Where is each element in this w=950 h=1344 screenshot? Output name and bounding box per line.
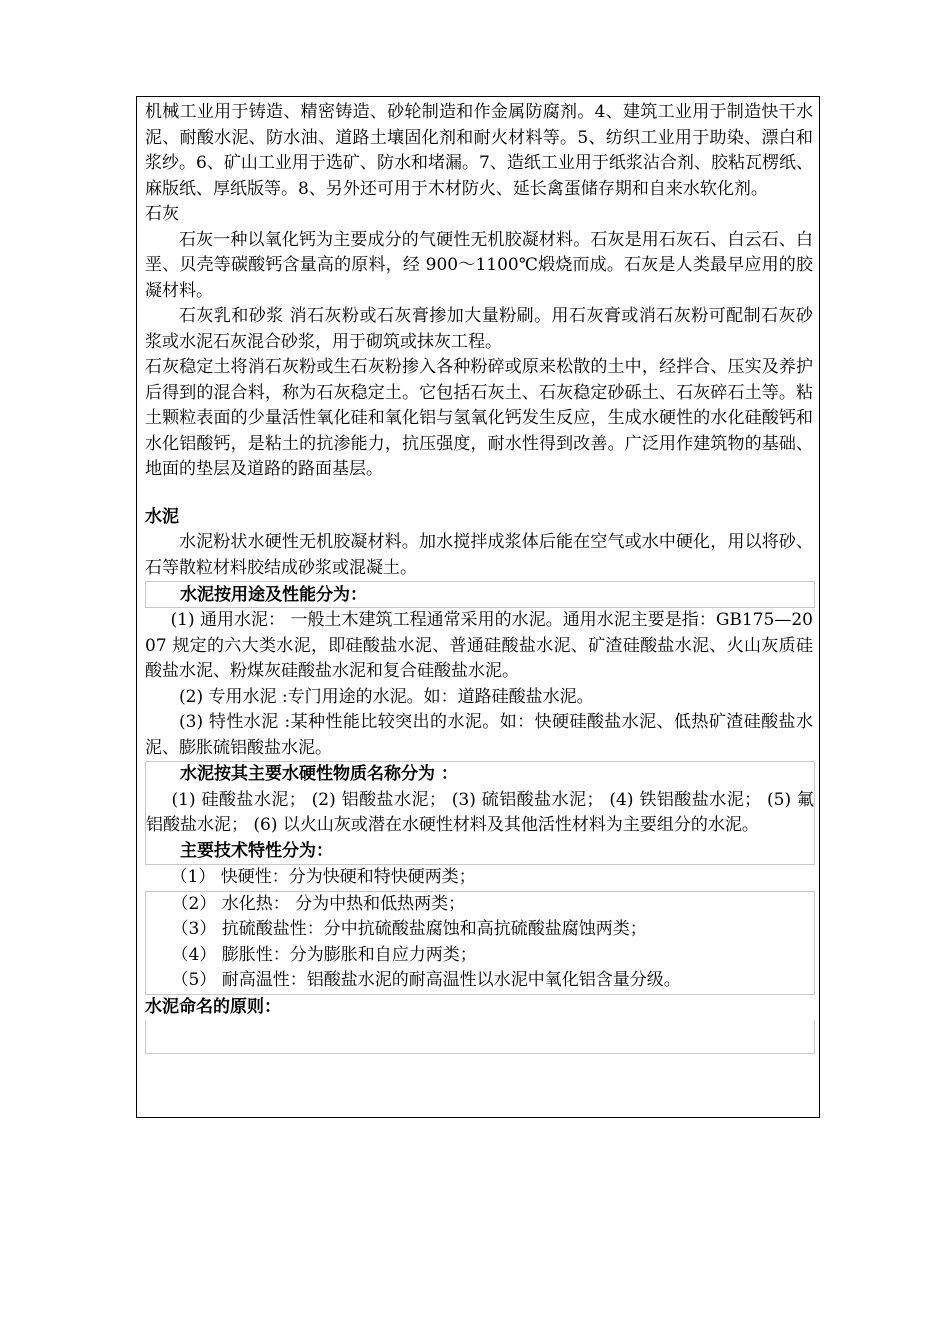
cement-by-use-heading-box xyxy=(145,581,815,608)
cement-by-mineral-heading: 水泥按其主要水硬性物质名称分为 ： xyxy=(180,764,458,784)
cement-naming-heading: 水泥命名的原则： xyxy=(145,996,281,1017)
cement-property-item-2: （2） 水化热： 分为中热和低热两类； xyxy=(171,893,466,914)
cement-property-item-5: （5） 耐高温性：铝酸盐水泥的耐高温性以水泥中氧化铝含量分级。 xyxy=(171,970,681,990)
lime-paragraph-1: 石灰一种以氧化钙为主要成分的气硬性无机胶凝材料。石灰是用石灰石、白云石、白垩、贝壳等碳酸钙含量高的原料，经 900～1100℃煅烧而成。石灰是人类最早应用的胶凝材料。 xyxy=(145,229,813,301)
cement-property-box xyxy=(145,891,815,995)
cement-property-item-3: （3） 抗硫酸盐性：分中抗硫酸盐腐蚀和高抗硫酸盐腐蚀两类； xyxy=(171,919,647,939)
document-page xyxy=(136,96,820,1118)
document-content xyxy=(145,100,813,1054)
cement-by-use-item-1: (1) 通用水泥： 一般土木建筑工程通常采用的水泥。通用水泥主要是指：GB175—2007 规定的六大类水泥，即硅酸盐水泥、普通硅酸盐水泥、矿渣硅酸盐水泥、火山灰质硅酸盐水泥、粉煤灰硅酸盐水泥和复合硅酸盐水泥。 xyxy=(145,610,813,681)
cement-property-item-4: （4） 膨胀性：分为膨胀和自应力两类； xyxy=(171,944,477,965)
intro-paragraph: 机械工业用于铸造、精密铸造、砂轮制造和作金属防腐剂。4、建筑工业用于制造快干水泥、耐酸水泥、防水油、道路土壤固化剂和耐火材料等。5、纺织工业用于助染、漂白和浆纱。6、矿山工业用于选矿、防水和堵漏。7、造纸工业用于纸浆沾合剂、胶粘瓦楞纸、麻版纸、厚纸版等。8、另外还可用于木材防火、延长禽蛋储存期和自来水软化剂。 xyxy=(145,102,813,199)
cement-paragraph-1: 水泥粉状水硬性无机胶凝材料。加水搅拌成浆体后能在空气或水中硬化，用以将砂、石等散粒材料胶结成砂浆或混凝土。 xyxy=(145,532,813,578)
spacer xyxy=(145,483,813,505)
cement-by-mineral-box xyxy=(145,761,815,865)
cement-property-item-1: （1） 快硬性：分为快硬和特快硬两类； xyxy=(170,867,476,887)
cement-by-use-heading: 水泥按用途及性能分为： xyxy=(180,585,367,605)
cement-by-mineral-items: (1) 硅酸盐水泥； (2) 铝酸盐水泥； (3) 硫铝酸盐水泥； (4) 铁铝酸盐水泥； (5) 氟铝酸盐水泥； (6) 以火山灰或潜在水硬性材料及其他活性材料为主要组分的水泥。 xyxy=(146,789,814,835)
cement-by-use-item-3: (3) 特性水泥 :某种性能比较突出的水泥。如：快硬硅酸盐水泥、低热矿渣硅酸盐水泥、膨胀硫铝酸盐水泥。 xyxy=(145,712,813,758)
cement-heading: 水泥 xyxy=(145,506,179,527)
cement-by-use-item-2: (2) 专用水泥 :专门用途的水泥。如：道路硅酸盐水泥。 xyxy=(179,686,594,707)
empty-box xyxy=(145,1020,815,1054)
lime-heading: 石灰 xyxy=(145,204,179,224)
lime-paragraph-3: 石灰稳定土将消石灰粉或生石灰粉掺入各种粉碎或原来松散的土中，经拌合、压实及养护后得到的混合料，称为石灰稳定土。它包括石灰土、石灰稳定砂砾土、石灰碎石土等。粘土颗粒表面的少量活性氧化硅和氧化铝与氢氧化钙发生反应，生成水硬性的水化硅酸钙和水化铝酸钙，是粘土的抗渗能力，抗压强度，耐水性得到改善。广泛用作建筑物的基础、地面的垫层及道路的路面基层。 xyxy=(145,357,813,479)
lime-paragraph-2: 石灰乳和砂浆 消石灰粉或石灰膏掺加大量粉刷。用石灰膏或消石灰粉可配制石灰砂浆或水泥石灰混合砂浆，用于砌筑或抹灰工程。 xyxy=(145,306,813,352)
cement-by-property-heading: 主要技术特性分为： xyxy=(180,840,333,861)
